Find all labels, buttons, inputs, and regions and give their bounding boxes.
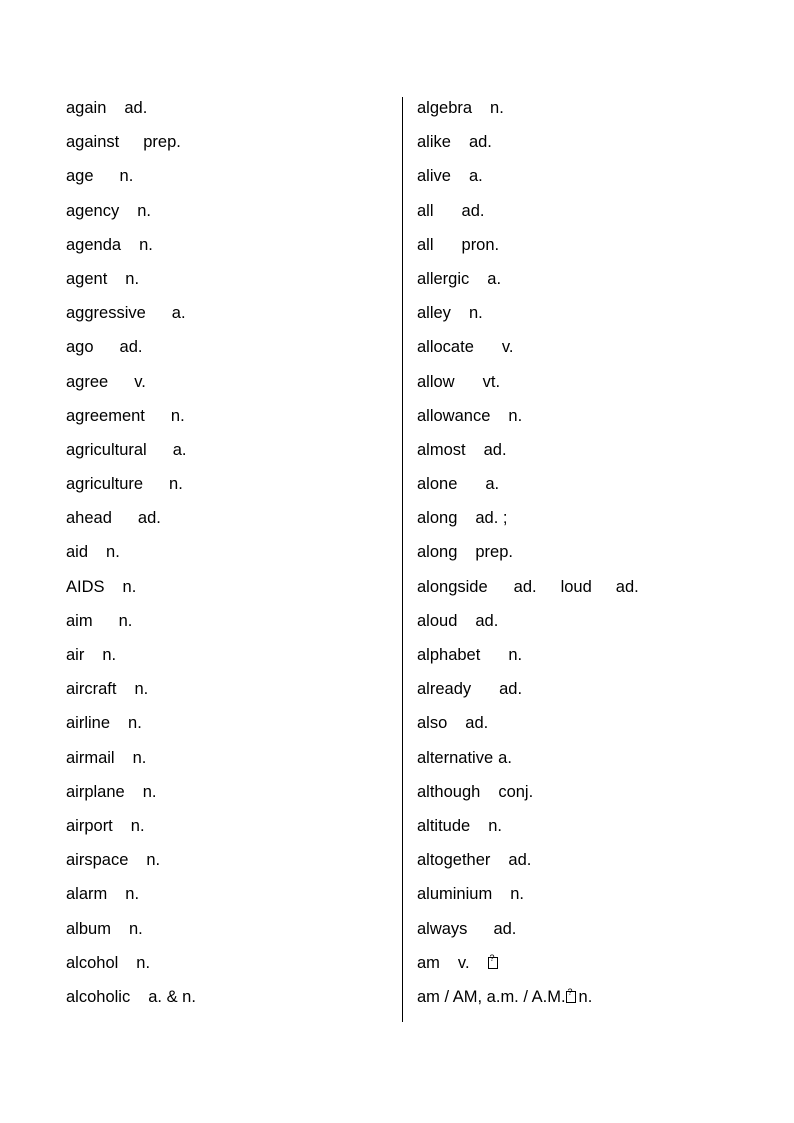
entry-pos: ad. [483,440,507,459]
entry [66,231,396,265]
entry-word: album [66,919,111,938]
entry-pos: n. [169,475,183,494]
right-column [417,94,747,1017]
entry-pos: n. [106,543,120,562]
entry-word: airspace [66,851,129,870]
entry-pos: n. [508,406,523,425]
entry-word: alcohol [66,953,119,972]
entry [417,470,747,504]
entry-pos: prep. [475,543,513,562]
entry [66,744,396,778]
entry-pos: ad. [137,509,161,528]
entry-word: all [417,201,434,220]
entry-word: aloud [417,611,458,630]
entry-pos: n. [119,167,134,186]
entry-word: agree [66,372,109,391]
entry-word: already [417,680,472,699]
entry [66,470,396,504]
entry-pos: n. [139,235,153,254]
entry [417,915,747,949]
entry-extra-word: loud [560,577,592,596]
entry-word: alive [417,167,451,186]
entry-word: against [66,133,120,152]
entry [66,333,396,367]
entry-pos: v. [134,372,146,391]
entry-word: airmail [66,748,115,767]
entry-word: aluminium [417,885,493,904]
entry-pos: ad. [499,680,523,699]
entry-pos: n. [128,919,143,938]
entry-pos: v. [501,338,514,357]
entry-word: alongside [417,577,488,596]
entry-pos: n. [128,714,142,733]
entry-pos: n. [132,748,147,767]
entry [417,94,747,128]
entry-word: airport [66,816,113,835]
entry-pos: a. [172,440,187,459]
entry [417,504,747,538]
entry-word: all [417,235,434,254]
entry [417,436,747,470]
entry-word: agenda [66,235,122,254]
entry-pos: n. [146,851,161,870]
entry [417,162,747,196]
entry-pos: ad. [475,611,499,630]
entry-word: along [417,509,458,528]
entry-word: aircraft [66,680,117,699]
entry-word: aid [66,543,89,562]
entry-word: aim [66,611,93,630]
entry-pos: n. [578,987,593,1006]
entry-word: also [417,714,448,733]
entry [66,846,396,880]
entry-pos: a. [171,304,186,323]
entry [417,880,747,914]
entry-word: alphabet [417,646,481,664]
entry-pos: n. [102,646,117,664]
entry [66,436,396,470]
entry [66,368,396,402]
entry-pos: n. [142,782,157,801]
entry-word: although [417,782,481,801]
entry [66,778,396,812]
entry [66,538,396,572]
left-column [66,94,396,1017]
entry-pos: a. [485,475,500,494]
entry-word: age [66,167,94,186]
entry [66,915,396,949]
entry-pos: n. [125,269,140,288]
entry-word: allergic [417,269,470,288]
entry-pos: ad. [513,577,537,596]
entry-word: altitude [417,816,471,835]
entry-pos: ad. [465,714,489,733]
entry-pos: n. [122,577,137,596]
entry [417,846,747,880]
missing-glyph-icon [566,991,576,1003]
entry [66,265,396,299]
entry [417,709,747,743]
entry [417,265,747,299]
entry-pos: n. [134,680,149,699]
entry [66,402,396,436]
entry [66,641,396,675]
entry [66,299,396,333]
entry-word: agricultural [66,440,147,459]
entry [66,949,396,983]
entry [417,675,747,709]
entry-extra-pos: ad. [615,577,639,596]
entry [417,641,747,675]
entry [66,675,396,709]
entry-word: again [66,99,107,117]
entry-pos: n. [510,885,524,904]
entry [417,573,747,607]
entry-pos: a. [468,167,483,186]
entry-word: alley [417,304,451,323]
entry-word: almost [417,440,466,459]
entry-pos: ad. ; [475,509,508,528]
entry-word: allow [417,372,455,391]
entry-word: allocate [417,338,474,357]
entry [417,949,747,983]
entry [66,983,396,1017]
entry-word: aggressive [66,304,146,323]
entry-word: along [417,543,458,562]
entry [66,128,396,162]
entry [417,128,747,162]
entry [66,573,396,607]
entry-pos: n. [130,816,145,835]
entry-word: AIDS [66,577,105,596]
entry-word: airplane [66,782,125,801]
entry-word: allowance [417,406,491,425]
entry-pos: a. [498,748,512,767]
entry [417,197,747,231]
entry [417,368,747,402]
entry [417,538,747,572]
entry-word: airline [66,714,111,733]
entry [66,812,396,846]
missing-glyph-icon [488,957,498,969]
entry-word: alarm [66,885,108,904]
entry [417,333,747,367]
entry-pos: n. [170,406,185,425]
entry-word: ahead [66,509,112,528]
entry-pos: vt. [482,372,501,391]
entry-pos: n. [488,816,502,835]
entry-pos: n. [125,885,140,904]
entry-word: agriculture [66,475,144,494]
entry [66,880,396,914]
entry-word: am [417,953,440,972]
entry-pos: v. [457,953,470,972]
entry-word: agreement [66,406,145,425]
entry-pos: n. [508,646,523,664]
entry-pos: ad. [119,338,143,357]
entry [66,504,396,538]
entry-pos: n. [468,304,483,323]
entry-pos: ad. [493,919,517,938]
entry [417,744,747,778]
entry [417,607,747,641]
entry [66,607,396,641]
entry [417,812,747,846]
entry-pos: prep. [143,133,181,152]
entry [66,197,396,231]
entry-pos: ad. [461,201,485,220]
entry-pos: n. [118,611,133,630]
entry-pos: n. [136,953,151,972]
entry-word: ago [66,338,94,357]
entry-pos: conj. [498,782,534,801]
entry-pos: ad. [508,851,532,870]
entry-word: agent [66,269,108,288]
entry-pos: n. [490,99,504,117]
entry [417,231,747,265]
entry [66,162,396,196]
entry-word: alternative [417,748,494,767]
entry-word: algebra [417,99,473,117]
entry-pos: a. & n. [148,987,196,1006]
entry [417,299,747,333]
entry-pos: ad. [124,99,148,117]
entry-word: air [66,646,85,664]
entry-word: always [417,919,468,938]
entry-word: altogether [417,851,491,870]
entry-word: alike [417,133,451,152]
entry-word: alcoholic [66,987,131,1006]
entry-pos: ad. [468,133,492,152]
entry-word: agency [66,201,120,220]
entry-word: am / AM, a.m. / A.M. [417,987,566,1006]
entry [66,94,396,128]
entry [417,402,747,436]
column-divider [402,97,403,1022]
entry-pos: a. [487,269,502,288]
entry-pos: pron. [461,235,500,254]
entry [417,778,747,812]
entry-word: alone [417,475,458,494]
entry-pos: n. [137,201,151,220]
entry [417,983,747,1017]
entry [66,709,396,743]
